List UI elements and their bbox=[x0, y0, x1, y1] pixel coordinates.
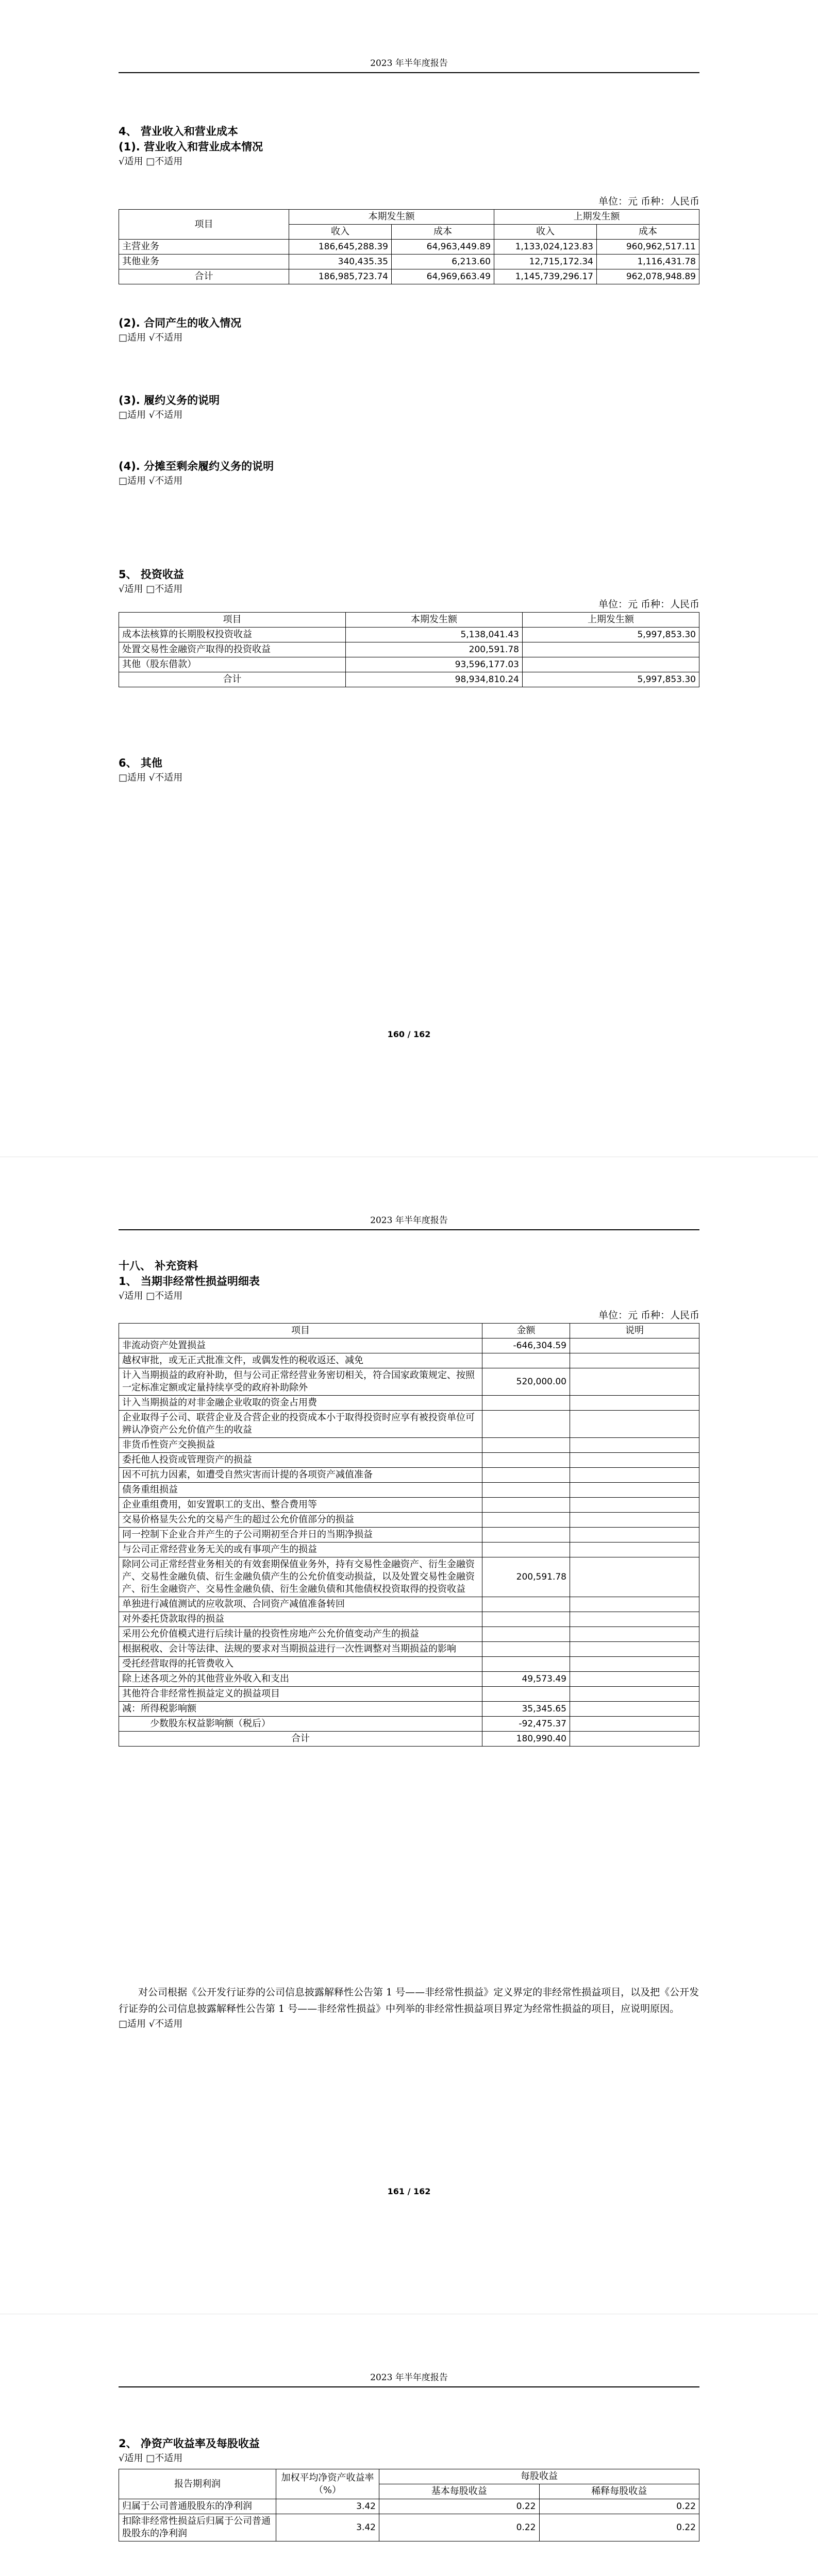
table-row bbox=[119, 255, 699, 269]
cell-amount: 35,345.65 bbox=[482, 1702, 570, 1717]
cell-note bbox=[570, 1453, 699, 1468]
unit-note: 单位：元 币种：人民币 bbox=[598, 599, 699, 610]
unit-note: 单位：元 币种：人民币 bbox=[598, 1310, 699, 1321]
table-row bbox=[119, 1687, 699, 1702]
row-label: 因不可抗力因素，如遭受自然灾害而计提的各项资产减值准备 bbox=[119, 1468, 482, 1483]
row-label: 其他符合非经常性损益定义的损益项目 bbox=[119, 1687, 482, 1702]
cell-value: 0.22 bbox=[539, 2499, 699, 2514]
row-label: 对外委托贷款取得的损益 bbox=[119, 1612, 482, 1627]
row-label: 企业取得子公司、联营企业及合营企业的投资成本小于取得投资时应享有被投资单位可辨认净资产公允价值产生的收益 bbox=[119, 1411, 482, 1438]
cell-amount bbox=[482, 1411, 570, 1438]
cell-value: 3.42 bbox=[276, 2514, 379, 2541]
row-label: 采用公允价值模式进行后续计量的投资性房地产公允价值变动产生的损益 bbox=[119, 1627, 482, 1642]
cell-amount bbox=[482, 1543, 570, 1557]
table-row bbox=[119, 642, 699, 657]
report-page-162 bbox=[0, 2314, 818, 2576]
applicability-checkbox: □适用 √不适用 bbox=[119, 332, 183, 343]
section-investment-income bbox=[119, 567, 699, 687]
table-body bbox=[119, 1338, 699, 1747]
table-row bbox=[119, 240, 699, 255]
row-label: 合计 bbox=[119, 672, 346, 687]
cell-value: 0.22 bbox=[379, 2514, 540, 2541]
cell-note bbox=[570, 1353, 699, 1368]
section-contract-revenue bbox=[119, 315, 699, 345]
table-row bbox=[119, 1657, 699, 1672]
cell-value: 5,997,853.30 bbox=[523, 628, 699, 642]
cell-amount: 520,000.00 bbox=[482, 1368, 570, 1396]
cell-amount: -92,475.37 bbox=[482, 1717, 570, 1732]
row-label: 主营业务 bbox=[119, 240, 289, 255]
row-label: 少数股东权益影响额（税后） bbox=[119, 1717, 482, 1732]
non-recurring-gains-table bbox=[119, 1323, 699, 1747]
cell-value: 0.22 bbox=[539, 2514, 699, 2541]
page-header: 2023 年半年度报告 bbox=[119, 2370, 699, 2387]
table-row bbox=[119, 1338, 699, 1353]
cell-note bbox=[570, 1642, 699, 1657]
col-header-item: 项目 bbox=[119, 1324, 482, 1338]
row-label: 单独进行减值测试的应收款项、合同资产减值准备转回 bbox=[119, 1597, 482, 1612]
cell-note bbox=[570, 1468, 699, 1483]
table-row bbox=[119, 1513, 699, 1528]
col-header-cost: 成本 bbox=[597, 225, 699, 240]
cell-value: 6,213.60 bbox=[392, 255, 494, 269]
row-label: 越权审批，或无正式批准文件，或偶发性的税收返还、减免 bbox=[119, 1353, 482, 1368]
row-label: 除上述各项之外的其他营业外收入和支出 bbox=[119, 1672, 482, 1687]
table-row bbox=[119, 1453, 699, 1468]
row-label: 企业重组费用，如安置职工的支出、整合费用等 bbox=[119, 1498, 482, 1513]
section-title: 十八、 补充资料 bbox=[119, 1260, 198, 1272]
cell-note bbox=[570, 1717, 699, 1732]
applicability-checkbox: □适用 √不适用 bbox=[119, 772, 183, 783]
cell-value: 5,138,041.43 bbox=[346, 628, 523, 642]
row-label: 成本法核算的长期股权投资收益 bbox=[119, 628, 346, 642]
table-row bbox=[119, 1353, 699, 1368]
table-row bbox=[119, 1396, 699, 1411]
cell-note bbox=[570, 1687, 699, 1702]
cell-amount bbox=[482, 1642, 570, 1657]
cell-amount: 180,990.40 bbox=[482, 1732, 570, 1747]
col-header-basic-eps: 基本每股收益 bbox=[379, 2484, 540, 2499]
section-other bbox=[119, 755, 699, 785]
table-row bbox=[119, 1543, 699, 1557]
row-label: 非流动资产处置损益 bbox=[119, 1338, 482, 1353]
row-label: 受托经营取得的托管费收入 bbox=[119, 1657, 482, 1672]
row-label: 计入当期损益的对非金融企业收取的资金占用费 bbox=[119, 1396, 482, 1411]
cell-note bbox=[570, 1438, 699, 1453]
cell-value: 12,715,172.34 bbox=[494, 255, 597, 269]
table-row bbox=[119, 2514, 699, 2541]
cell-note bbox=[570, 1732, 699, 1747]
cell-amount bbox=[482, 1528, 570, 1543]
row-label: 交易价格显失公允的交易产生的超过公允价值部分的损益 bbox=[119, 1513, 482, 1528]
cell-value: 186,985,723.74 bbox=[289, 269, 392, 284]
cell-value: 98,934,810.24 bbox=[346, 672, 523, 687]
cell-note bbox=[570, 1672, 699, 1687]
cell-value: 200,591.78 bbox=[346, 642, 523, 657]
cell-value bbox=[523, 657, 699, 672]
cell-value: 1,133,024,123.83 bbox=[494, 240, 597, 255]
col-header-revenue: 收入 bbox=[289, 225, 392, 240]
cell-value: 1,116,431.78 bbox=[597, 255, 699, 269]
applicability-checkbox: □适用 √不适用 bbox=[119, 2019, 183, 2029]
row-label: 债务重组损益 bbox=[119, 1483, 482, 1498]
cell-value: 93,596,177.03 bbox=[346, 657, 523, 672]
cell-amount bbox=[482, 1498, 570, 1513]
cell-amount bbox=[482, 1612, 570, 1627]
cell-value: 64,969,663.49 bbox=[392, 269, 494, 284]
col-header-diluted-eps: 稀释每股收益 bbox=[539, 2484, 699, 2499]
note-paragraph: 对公司根据《公开发行证券的公司信息披露解释性公告第 1 号——非经常性损益》定义界定的非经常性损益项目，以及把《公开发行证券的公司信息披露解释性公告第 1 号——非经常性损益》中列举的非经常性损益项目界定为经常性损益的项目，应说明原因。 bbox=[119, 1987, 699, 2014]
table-row-total bbox=[119, 269, 699, 284]
cell-note bbox=[570, 1612, 699, 1627]
cell-amount bbox=[482, 1453, 570, 1468]
table-row bbox=[119, 2499, 699, 2514]
section-performance-obligation bbox=[119, 393, 699, 422]
cell-amount bbox=[482, 1597, 570, 1612]
investment-income-table bbox=[119, 612, 699, 687]
page-header: 2023 年半年度报告 bbox=[119, 1213, 699, 1230]
section-revenue-cost bbox=[119, 124, 699, 284]
col-header-current: 本期发生额 bbox=[289, 210, 494, 225]
applicability-checkbox: □适用 √不适用 bbox=[119, 476, 183, 486]
table-row bbox=[119, 1528, 699, 1543]
cell-value: 186,645,288.39 bbox=[289, 240, 392, 255]
cell-value: 3.42 bbox=[276, 2499, 379, 2514]
cell-note bbox=[570, 1411, 699, 1438]
cell-note bbox=[570, 1396, 699, 1411]
cell-note bbox=[570, 1543, 699, 1557]
row-label: 扣除非经常性损益后归属于公司普通股股东的净利润 bbox=[119, 2514, 276, 2541]
cell-note bbox=[570, 1557, 699, 1597]
page-number: 160 / 162 bbox=[387, 1029, 431, 1039]
cell-value bbox=[523, 642, 699, 657]
cell-amount: 200,591.78 bbox=[482, 1557, 570, 1597]
row-label: 除同公司正常经营业务相关的有效套期保值业务外，持有交易性金融资产、衍生金融资产、交易性金融负债、衍生金融负债产生的公允价值变动损益，以及处置交易性金融资产、衍生金融资产、交易性金融负债、衍生金融负债和其他债权投资取得的投资收益 bbox=[119, 1557, 482, 1597]
page-number: 161 / 162 bbox=[387, 2187, 431, 2196]
section-roe-eps bbox=[119, 2436, 699, 2541]
cell-amount bbox=[482, 1353, 570, 1368]
table-row bbox=[119, 1483, 699, 1498]
cell-note bbox=[570, 1627, 699, 1642]
table-row-total bbox=[119, 1732, 699, 1747]
report-page-160 bbox=[0, 0, 818, 1157]
applicability-checkbox: √适用 □不适用 bbox=[119, 2453, 183, 2464]
cell-amount bbox=[482, 1396, 570, 1411]
cell-value: 340,435.35 bbox=[289, 255, 392, 269]
col-header-cost: 成本 bbox=[392, 225, 494, 240]
table-row bbox=[119, 628, 699, 642]
cell-note bbox=[570, 1528, 699, 1543]
cell-note bbox=[570, 1498, 699, 1513]
subsection-title: 1、 当期非经常性损益明细表 bbox=[119, 1275, 260, 1287]
section-remaining-obligation bbox=[119, 459, 699, 488]
cell-value: 0.22 bbox=[379, 2499, 540, 2514]
table-row bbox=[119, 1368, 699, 1396]
cell-value: 5,997,853.30 bbox=[523, 672, 699, 687]
col-header-eps: 每股收益 bbox=[379, 2469, 699, 2484]
table-row bbox=[119, 1597, 699, 1612]
col-header-amount: 金额 bbox=[482, 1324, 570, 1338]
section-title: 6、 其他 bbox=[119, 757, 162, 769]
cell-value: 960,962,517.11 bbox=[597, 240, 699, 255]
row-label: 减：所得税影响额 bbox=[119, 1702, 482, 1717]
cell-value: 1,145,739,296.17 bbox=[494, 269, 597, 284]
col-header-prior: 上期发生额 bbox=[523, 613, 699, 628]
table-row bbox=[119, 1627, 699, 1642]
col-header-roe: 加权平均净资产收益率（%） bbox=[276, 2469, 379, 2499]
col-header-item: 项目 bbox=[119, 210, 289, 240]
revenue-cost-table bbox=[119, 209, 699, 284]
cell-amount: -646,304.59 bbox=[482, 1338, 570, 1353]
applicability-checkbox: □适用 √不适用 bbox=[119, 410, 183, 420]
row-label: 归属于公司普通股股东的净利润 bbox=[119, 2499, 276, 2514]
table-row bbox=[119, 1411, 699, 1438]
table-row bbox=[119, 1612, 699, 1627]
table-row-total bbox=[119, 672, 699, 687]
table-row bbox=[119, 1557, 699, 1597]
cell-note bbox=[570, 1657, 699, 1672]
cell-amount bbox=[482, 1513, 570, 1528]
row-label: 处置交易性金融资产取得的投资收益 bbox=[119, 642, 346, 657]
applicability-checkbox: √适用 □不适用 bbox=[119, 584, 183, 595]
cell-note bbox=[570, 1338, 699, 1353]
section-note bbox=[119, 1984, 699, 2031]
row-label: 合计 bbox=[119, 1732, 482, 1747]
cell-value: 64,963,449.89 bbox=[392, 240, 494, 255]
page-header: 2023 年半年度报告 bbox=[119, 56, 699, 73]
roe-eps-table bbox=[119, 2469, 699, 2541]
cell-amount bbox=[482, 1438, 570, 1453]
cell-amount bbox=[482, 1657, 570, 1672]
subsection-title: (4). 分摊至剩余履约义务的说明 bbox=[119, 460, 274, 472]
cell-note bbox=[570, 1368, 699, 1396]
table-row bbox=[119, 1717, 699, 1732]
cell-note bbox=[570, 1513, 699, 1528]
cell-amount bbox=[482, 1627, 570, 1642]
report-page-161 bbox=[0, 1157, 818, 2314]
section-title: 5、 投资收益 bbox=[119, 568, 184, 581]
table-row bbox=[119, 1702, 699, 1717]
table-row bbox=[119, 1438, 699, 1453]
table-row bbox=[119, 1498, 699, 1513]
row-label: 其他业务 bbox=[119, 255, 289, 269]
row-label: 与公司正常经营业务无关的或有事项产生的损益 bbox=[119, 1543, 482, 1557]
unit-note: 单位：元 币种：人民币 bbox=[598, 196, 699, 207]
cell-amount bbox=[482, 1483, 570, 1498]
applicability-checkbox: √适用 □不适用 bbox=[119, 156, 183, 167]
row-label: 同一控制下企业合并产生的子公司期初至合并日的当期净损益 bbox=[119, 1528, 482, 1543]
cell-note bbox=[570, 1597, 699, 1612]
section-supplementary bbox=[119, 1258, 699, 1747]
cell-note bbox=[570, 1702, 699, 1717]
row-label: 委托他人投资或管理资产的损益 bbox=[119, 1453, 482, 1468]
subsection-title: (2). 合同产生的收入情况 bbox=[119, 317, 242, 329]
cell-amount bbox=[482, 1687, 570, 1702]
table-row bbox=[119, 1642, 699, 1657]
subsection-title: (1). 营业收入和营业成本情况 bbox=[119, 141, 263, 153]
section-title: 4、 营业收入和营业成本 bbox=[119, 125, 238, 138]
subsection-title: (3). 履约义务的说明 bbox=[119, 394, 220, 406]
cell-value: 962,078,948.89 bbox=[597, 269, 699, 284]
table-row bbox=[119, 1468, 699, 1483]
col-header-prior: 上期发生额 bbox=[494, 210, 699, 225]
row-label: 计入当期损益的政府补助，但与公司正常经营业务密切相关，符合国家政策规定、按照一定标准定额或定量持续享受的政府补助除外 bbox=[119, 1368, 482, 1396]
row-label: 非货币性资产交换损益 bbox=[119, 1438, 482, 1453]
cell-note bbox=[570, 1483, 699, 1498]
col-header-note: 说明 bbox=[570, 1324, 699, 1338]
cell-amount: 49,573.49 bbox=[482, 1672, 570, 1687]
applicability-checkbox: √适用 □不适用 bbox=[119, 1291, 183, 1301]
table-row bbox=[119, 1672, 699, 1687]
col-header-profit: 报告期利润 bbox=[119, 2469, 276, 2499]
row-label: 合计 bbox=[119, 269, 289, 284]
col-header-item: 项目 bbox=[119, 613, 346, 628]
cell-amount bbox=[482, 1468, 570, 1483]
table-row bbox=[119, 657, 699, 672]
row-label: 其他（股东借款） bbox=[119, 657, 346, 672]
col-header-current: 本期发生额 bbox=[346, 613, 523, 628]
section-title: 2、 净资产收益率及每股收益 bbox=[119, 2437, 260, 2450]
col-header-revenue: 收入 bbox=[494, 225, 597, 240]
row-label: 根据税收、会计等法律、法规的要求对当期损益进行一次性调整对当期损益的影响 bbox=[119, 1642, 482, 1657]
